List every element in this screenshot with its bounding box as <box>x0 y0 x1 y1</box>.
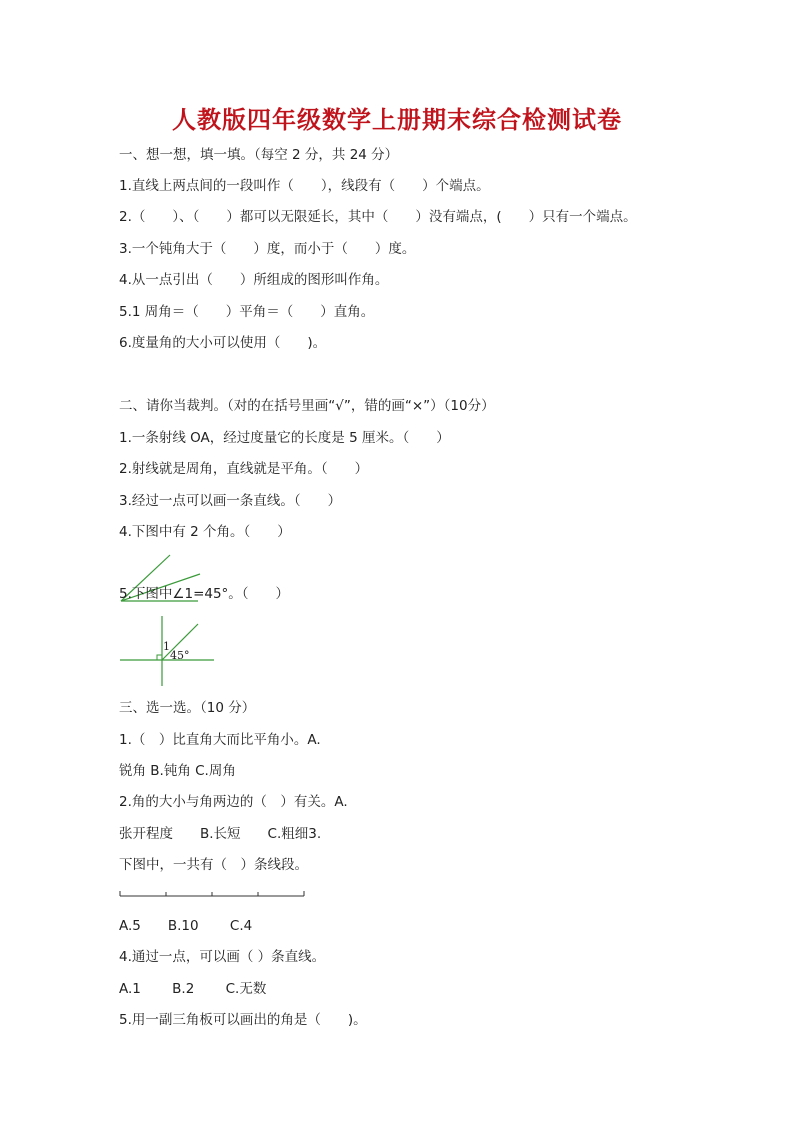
segment-figure <box>118 887 308 901</box>
s1-question-3: 3.一个钝角大于（ ）度，而小于（ ）度。 <box>119 241 416 257</box>
s3-question-2: 2.角的大小与角两边的（ ）有关。A. <box>119 794 348 810</box>
angle-label-1: 1 <box>163 640 170 653</box>
s1-question-4: 4.从一点引出（ ）所组成的图形叫作角。 <box>119 272 389 288</box>
s3-question-1-options: 锐角 B.钝角 C.周角 <box>119 763 236 779</box>
s1-question-5: 5.1 周角＝（ ）平角＝（ ）直角。 <box>119 304 375 320</box>
s1-question-2: 2.（ ）、（ ）都可以无限延长，其中（ ）没有端点，( ）只有一个端点。 <box>119 209 637 225</box>
s3-question-1: 1.（ ）比直角大而比平角小。A. <box>119 732 321 748</box>
s2-question-1: 1.一条射线 OA，经过度量它的长度是 5 厘米。（ ） <box>119 430 450 446</box>
s1-question-6: 6.度量角的大小可以使用（ )。 <box>119 335 327 351</box>
s3-question-3: 下图中，一共有（ ）条线段。 <box>119 857 308 873</box>
page-title: 人教版四年级数学上册期末综合检测试卷 <box>172 105 622 134</box>
s3-question-5: 5.用一副三角板可以画出的角是（ )。 <box>119 1012 367 1028</box>
section3-heading: 三、选一选。（10 分） <box>119 700 256 716</box>
s2-question-3: 3.经过一点可以画一条直线。（ ） <box>119 493 342 509</box>
s1-question-1: 1.直线上两点间的一段叫作（ ），线段有（ ）个端点。 <box>119 178 490 194</box>
s3-question-4-options: A.1 B.2 C.无数 <box>119 981 267 997</box>
s2-question-4: 4.下图中有 2 个角。（ ） <box>119 524 291 540</box>
section1-heading: 一、想一想，填一填。（每空 2 分，共 24 分） <box>119 147 399 163</box>
s2-question-2: 2.射线就是周角，直线就是平角。（ ） <box>119 461 369 477</box>
section2-heading: 二、请你当裁判。（对的在括号里画“√”，错的画“×”）（10分） <box>119 398 495 414</box>
s3-question-3-options: A.5 B.10 C.4 <box>119 918 253 934</box>
s3-question-2-options: 张开程度 B.长短 C.粗细3. <box>119 826 322 842</box>
s2-question-5: 5.下图中∠1=45°。（ ） <box>119 586 290 602</box>
s3-question-4: 4.通过一点，可以画（ ）条直线。 <box>119 949 326 965</box>
angle-label-45: 45° <box>170 649 190 662</box>
perpendicular-angle-figure <box>118 614 218 688</box>
